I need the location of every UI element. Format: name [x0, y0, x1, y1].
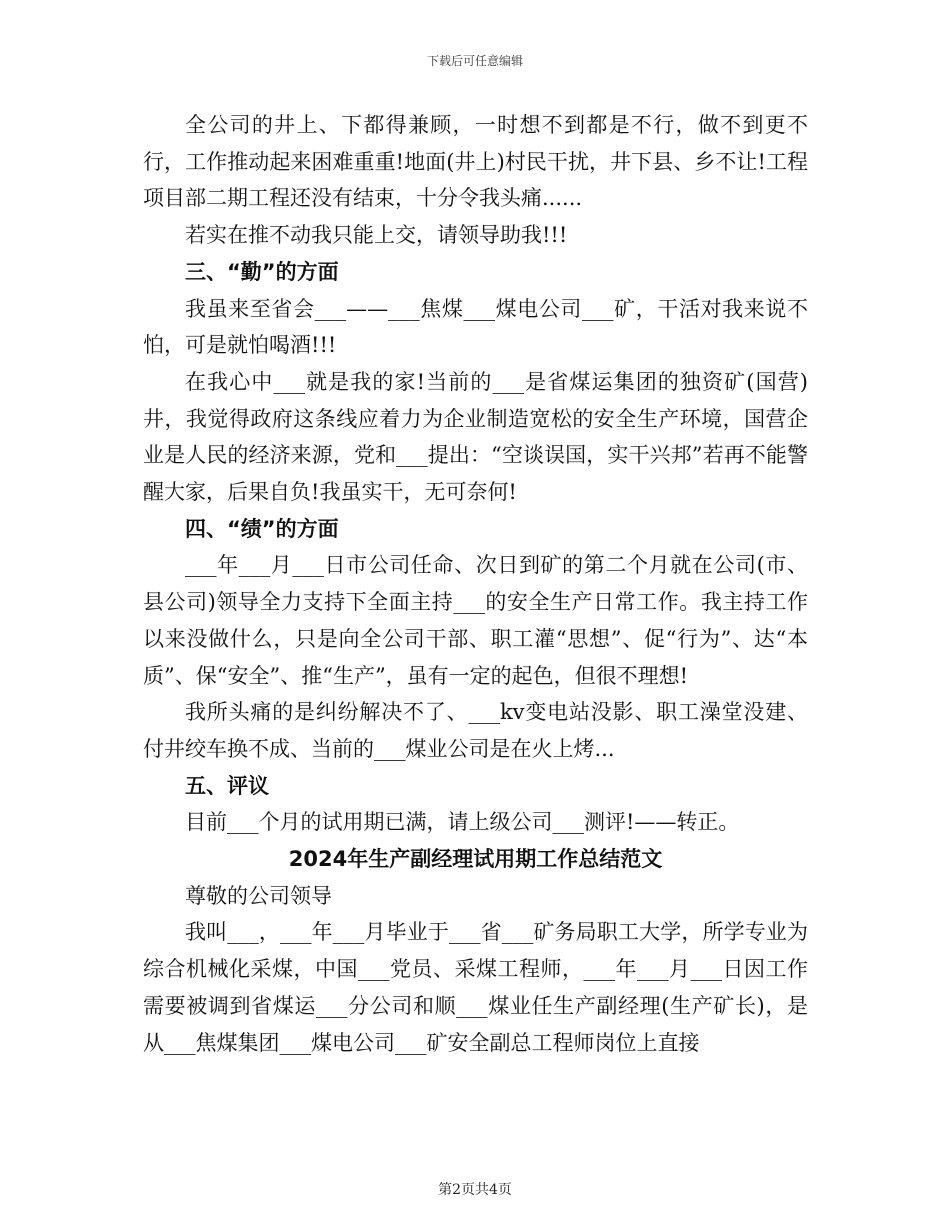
paragraph: 若实在推不动我只能上交，请领导助我!!! [185, 223, 568, 248]
paragraph: 全公司的井上、下都得兼顾，一时想不到都是不行，做不到更不行，工作推动起来困难重重!地面(井上)村民干扰，井下县、乡不让!工程项目部二期工程还没有结束，十分令我头痛...... [143, 113, 808, 211]
paragraph: 在我心中___就是我的家!当前的___是省煤运集团的独资矿(国营)井，我觉得政府这条线应着力为企业制造宽松的安全生产环境，国营企业是人民的经济来源，党和___提出：“空谈误国，实干兴邦”若再不能警醒大家，后果自负!我虽实干，无可奈何! [143, 369, 808, 505]
paragraph: 我叫___，___年___月毕业于___省___矿务局职工大学，所学专业为综合机械化采煤，中国___党员、采煤工程师，___年___月___日因工作需要被调到省煤运___分公司和顺___煤业任生产副经理(生产矿长)，是从___焦煤集团___煤电公司___矿安全副总工程师岗位上直接 [143, 920, 808, 1055]
page-footer: 第2页共4页 [438, 1182, 512, 1198]
paragraph: 我所头痛的是纠纷解决不了、___kv变电站没影、职工澡堂没建、付井绞车换不成、当前的___煤业公司是在火上烤... [143, 700, 808, 761]
section-heading: 四、“绩”的方面 [185, 516, 339, 541]
paragraph: 目前___个月的试用期已满，请上级公司___测评!——转正。 [185, 810, 740, 835]
paragraph: 我虽来至省会___——___焦煤___煤电公司___矿，干活对我来说不怕，可是就怕喝酒!!! [143, 296, 808, 358]
paragraph: ___年___月___日市公司任命、次日到矿的第二个月就在公司(市、县公司)领导全力支持下全面主持___的安全生产日常工作。我主持工作以来没做什么，只是向全公司干部、职工灌“思想”、促“行为”、达“本质”、保“安全”、推“生产”，虽有一定的起色，但很不理想! [143, 553, 808, 688]
section-heading: 三、“勤”的方面 [185, 259, 339, 284]
document-body [143, 107, 808, 1061]
page-header: 下载后可任意编辑 [426, 54, 523, 68]
document-title: 2024年生产副经理试用期工作总结范文 [288, 847, 663, 872]
salutation: 尊敬的公司领导 [185, 883, 332, 908]
section-heading: 五、评议 [185, 773, 269, 798]
